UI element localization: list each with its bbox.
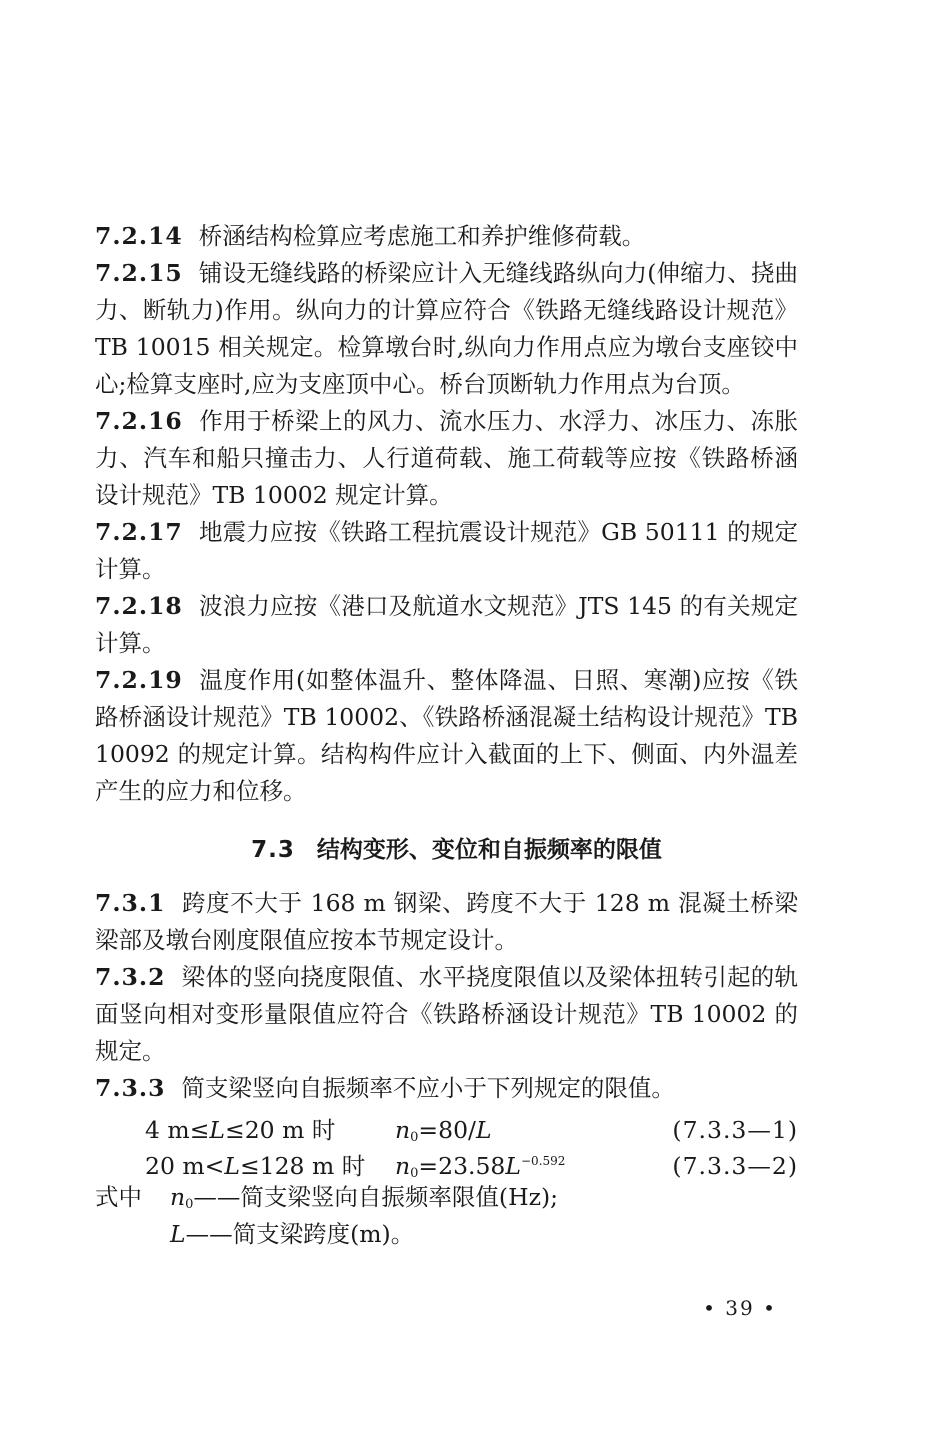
exponent: −0.592 (521, 1154, 566, 1168)
var-l: L (505, 1152, 521, 1180)
clause-number: 7.2.15 (95, 259, 183, 287)
clause-7-2-14 (95, 218, 798, 255)
symbol: L (170, 1220, 186, 1248)
var-n: n (395, 1116, 411, 1144)
clause-number: 7.2.16 (95, 407, 183, 435)
clause-text: 梁体的竖向挠度限值、水平挠度限值以及梁体扭转引起的轨面竖向相对变形量限值应符合《铁路桥涵设计规范》TB 10002 的规定。 (95, 963, 798, 1065)
clause-text: 波浪力应按《港口及航道水文规范》JTS 145 的有关规定计算。 (95, 592, 798, 657)
page-number: • 39 • (703, 1296, 777, 1320)
formula-7-3-3-2 (95, 1143, 798, 1179)
equation-number: (7.3.3—1) (672, 1116, 798, 1144)
clause-text: 铺设无缝线路的桥梁应计入无缝线路纵向力(伸缩力、挠曲力、断轨力)作用。纵向力的计算应符合《铁路无缝线路设计规范》TB 10015 相关规定。检算墩台时,纵向力作用点应为墩台支座铰中心;检算支座时,应为支座顶中心。桥台顶断轨力作用点为台顶。 (95, 259, 798, 398)
where-lead: 式中 (95, 1183, 142, 1211)
clause-7-3-1 (95, 885, 798, 959)
rhs-prefix: =23.58 (418, 1152, 506, 1180)
symbol: n (170, 1183, 186, 1211)
symbol-description: ——简支梁跨度(m)。 (185, 1220, 415, 1248)
clause-7-2-15 (95, 255, 798, 403)
clause-number: 7.3.2 (95, 963, 166, 991)
clause-7-2-19 (95, 662, 798, 810)
clause-7-2-16 (95, 403, 798, 514)
clause-number: 7.2.14 (95, 222, 183, 250)
clause-text: 简支梁竖向自振频率不应小于下列规定的限值。 (181, 1074, 675, 1102)
symbol-description: ——简支梁竖向自振频率限值(Hz); (193, 1183, 559, 1211)
cond-suffix: ≤20 m 时 (225, 1116, 336, 1144)
var-l: L (475, 1116, 492, 1144)
subscript: 0 (410, 1130, 419, 1145)
section-title-text: 结构变形、变位和自振频率的限值 (316, 837, 662, 863)
var-l: L (209, 1116, 226, 1144)
cond-prefix: 4 m≤ (145, 1116, 210, 1144)
clause-number: 7.3.1 (95, 889, 166, 917)
formula-7-3-3-1 (95, 1107, 798, 1143)
cond-suffix: ≤128 m 时 (239, 1152, 366, 1180)
clause-number: 7.2.17 (95, 518, 183, 546)
clause-text: 温度作用(如整体温升、整体降温、日照、寒潮)应按《铁路桥涵设计规范》TB 10002、《铁路桥涵混凝土结构设计规范》TB 10092 的规定计算。结构构件应计入截面的上下、侧面、内外温差产生的应力和位移。 (95, 666, 798, 805)
formula-condition (145, 1112, 395, 1149)
equation-number: (7.3.3—2) (672, 1152, 798, 1180)
page-body (95, 218, 798, 1253)
clause-number: 7.2.19 (95, 666, 183, 694)
var-l: L (224, 1152, 240, 1180)
clause-text: 地震力应按《铁路工程抗震设计规范》GB 50111 的规定计算。 (95, 518, 798, 583)
subscript: 0 (410, 1166, 419, 1181)
section-heading (95, 832, 798, 869)
clause-text: 作用于桥梁上的风力、流水压力、水浮力、冰压力、冻胀力、汽车和船只撞击力、人行道荷载、施工荷载等应按《铁路桥涵设计规范》TB 10002 规定计算。 (95, 407, 798, 509)
clause-number: 7.3.3 (95, 1074, 166, 1102)
clause-text: 桥涵结构检算应考虑施工和养护维修荷载。 (198, 222, 646, 250)
clause-7-3-2 (95, 959, 798, 1070)
clause-7-2-18 (95, 588, 798, 662)
clause-number: 7.2.18 (95, 592, 183, 620)
cond-prefix: 20 m< (145, 1152, 225, 1180)
rhs-prefix: =80/ (418, 1116, 476, 1144)
subscript: 0 (185, 1197, 194, 1212)
section-number: 7.3 (251, 837, 295, 863)
clause-7-2-17 (95, 514, 798, 588)
clause-text: 跨度不大于 168 m 钢梁、跨度不大于 128 m 混凝土桥梁梁部及墩台刚度限值应按本节规定设计。 (95, 889, 798, 954)
clause-7-3-3 (95, 1070, 798, 1107)
var-n: n (395, 1152, 411, 1180)
